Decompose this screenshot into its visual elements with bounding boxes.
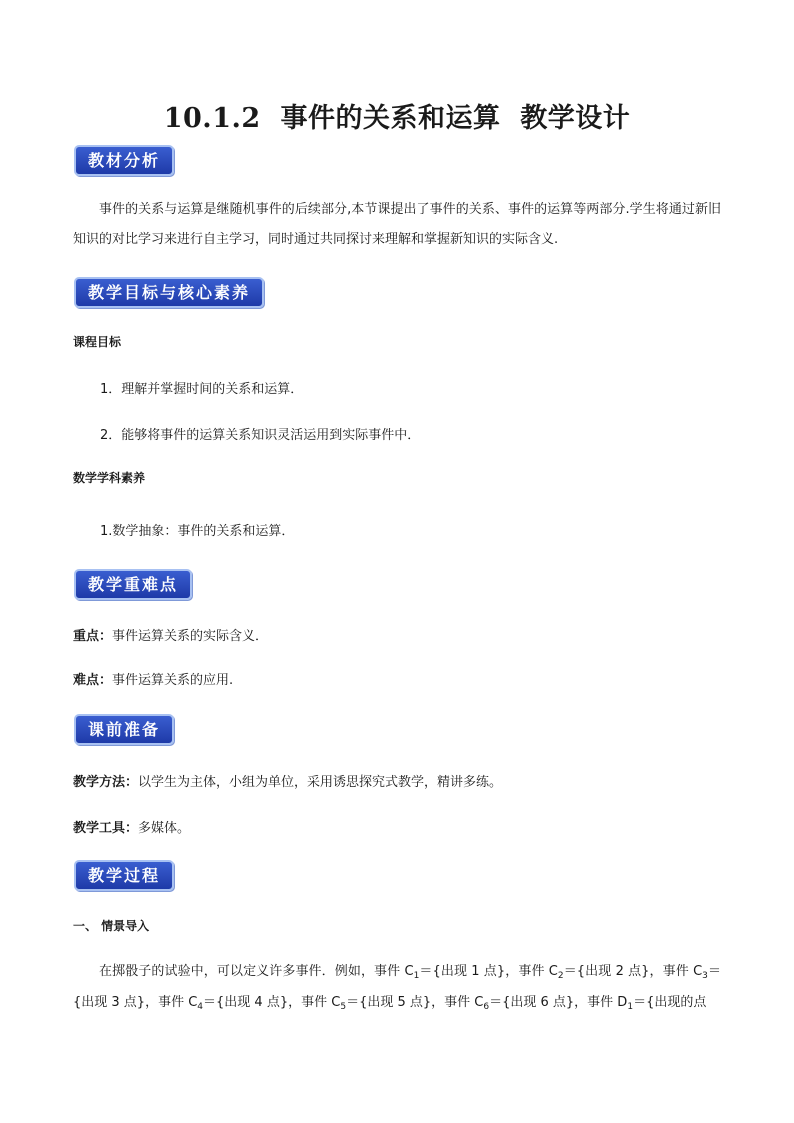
section-heading-prep: 课前准备 bbox=[74, 714, 174, 745]
course-goal-item: 1．理解并掌握时间的关系和运算． bbox=[100, 382, 304, 397]
key-point-text: 事件运算关系的实际含义． bbox=[112, 629, 269, 644]
event-text: ＝{出现 1 点}，事件 C bbox=[419, 964, 558, 979]
section-heading-goals: 教学目标与核心素养 bbox=[74, 277, 264, 308]
section-heading-keypoints: 教学重难点 bbox=[74, 569, 192, 600]
analysis-paragraph: 事件的关系与运算是继随机事件的后续部分,本节课提出了事件的关系、事件的运算等两部分.学生将通过新旧知识的对比学习来进行自主学习，同时通过共同探讨来理解和掌握新知识的实际含义. bbox=[73, 202, 721, 247]
event-subscript: 6 bbox=[483, 1002, 490, 1012]
course-goal-item: 2．能够将事件的运算关系知识灵活运用到实际事件中． bbox=[100, 428, 421, 443]
section-heading-process: 教学过程 bbox=[74, 860, 174, 891]
event-text: ＝{出现 2 点}，事件 C bbox=[563, 964, 703, 979]
document-title: 10.1.2 事件的关系和运算 教学设计 bbox=[163, 103, 631, 134]
step-one-label: 一、 情景导入 bbox=[73, 919, 150, 933]
teaching-method-text: 以学生为主体，小组为单位，采用诱思探究式教学，精讲多练。 bbox=[138, 775, 503, 790]
literacy-item: 1.数学抽象：事件的关系和运算． bbox=[100, 524, 295, 539]
difficulty-text: 事件运算关系的应用. bbox=[112, 673, 234, 688]
teaching-tools-label: 教学工具： bbox=[73, 821, 139, 836]
event-subscript: 1 bbox=[627, 1002, 634, 1012]
section-heading-analysis: 教材分析 bbox=[74, 145, 174, 176]
event-text: ＝{出现 4 点}，事件 C bbox=[203, 995, 341, 1010]
teaching-tools-text: 多媒体。 bbox=[138, 821, 191, 836]
intro-lead: 在掷骰子的试验中，可以定义许多事件．例如，事件 C bbox=[99, 964, 414, 979]
teaching-tools-line bbox=[73, 817, 190, 836]
literacy-label: 数学学科素养 bbox=[73, 471, 146, 485]
event-subscript: 5 bbox=[340, 1002, 347, 1012]
key-point-line bbox=[73, 625, 268, 644]
event-text: ＝{出现 6 点}，事件 D bbox=[489, 995, 628, 1010]
difficulty-line bbox=[73, 669, 233, 688]
key-point-label: 重点： bbox=[73, 629, 113, 644]
course-goals-label: 课程目标 bbox=[73, 335, 122, 349]
event-text: ＝{出现 5 点}，事件 C bbox=[346, 995, 484, 1010]
event-text: ＝{出现 3 点}，事件 C bbox=[73, 964, 721, 1010]
teaching-method-label: 教学方法： bbox=[73, 775, 139, 790]
event-subscript: 1 bbox=[413, 971, 420, 981]
difficulty-label: 难点： bbox=[73, 673, 113, 688]
event-subscript: 4 bbox=[197, 1002, 204, 1012]
teaching-method-line bbox=[73, 771, 502, 790]
event-text: ＝{出现的点 bbox=[633, 995, 707, 1010]
event-subscript: 3 bbox=[702, 971, 708, 981]
intro-paragraph bbox=[73, 957, 721, 1019]
event-subscript: 2 bbox=[557, 971, 564, 981]
